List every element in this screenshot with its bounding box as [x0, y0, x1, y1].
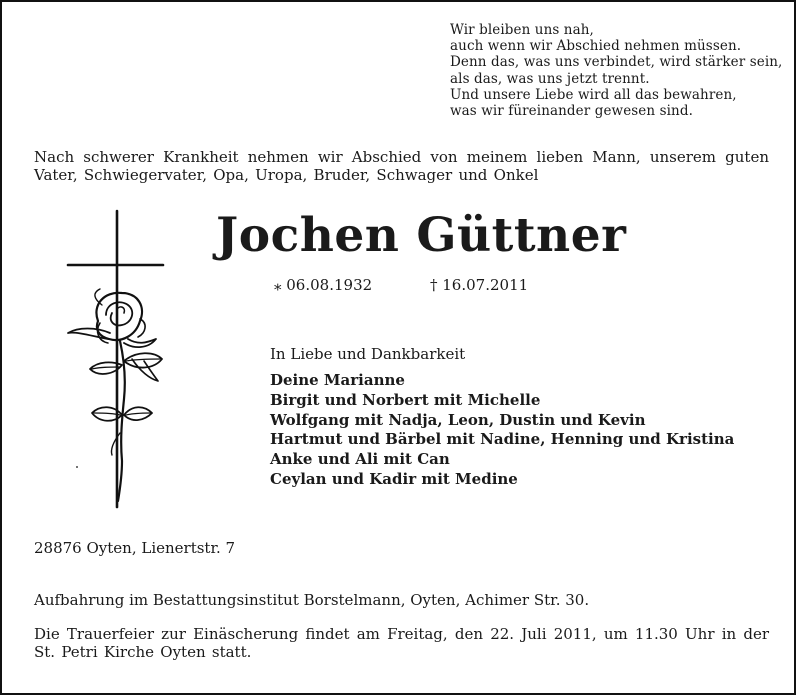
- poem-line: als das, was uns jetzt trennt.: [450, 70, 650, 87]
- poem-line: auch wenn wir Abschied nehmen müssen.: [450, 38, 742, 55]
- birth-date: ⁎ 06.08.1932: [274, 276, 373, 294]
- thanks-line: In Liebe und Dankbarkeit: [270, 345, 466, 363]
- lying-in-state-info: Aufbahrung im Bestattungsinstitut Borstelmann, Oyten, Achimer Str. 30.: [34, 591, 590, 609]
- intro-text: Nach schwerer Krankheit nehmen wir Abschied von meinem lieben Mann, unserem guten Vater, Schwiegervater, Opa, Uropa, Bruder, Schwager und Onkel: [34, 148, 769, 184]
- mourner-line: Birgit und Norbert mit Michelle: [270, 390, 541, 409]
- mourner-line: Deine Marianne: [270, 371, 405, 389]
- death-date: † 16.07.2011: [430, 276, 529, 294]
- poem-line: Denn das, was uns verbindet, wird stärker sein,: [450, 54, 783, 71]
- mourner-line: Anke und Ali mit Can: [270, 450, 450, 469]
- mourners-list: [270, 371, 734, 490]
- mourner-line: Ceylan und Kadir mit Medine: [270, 469, 518, 488]
- mourner-line: Wolfgang mit Nadja, Leon, Dustin und Kevin: [270, 410, 646, 429]
- poem-line: Wir bleiben uns nah,: [450, 22, 594, 38]
- cross-rose-icon: [62, 209, 182, 513]
- poem: [450, 22, 782, 119]
- funeral-info: Die Trauerfeier zur Einäscherung findet am Freitag, den 22. Juli 2011, um 11.30 Uhr in der St. Petri Kirche Oyten statt.: [34, 625, 769, 661]
- poem-line: was wir füreinander gewesen sind.: [450, 103, 693, 120]
- mourner-line: Hartmut und Bärbel mit Nadine, Henning und Kristina: [270, 430, 735, 449]
- poem-line: Und unsere Liebe wird all das bewahren,: [450, 86, 737, 103]
- address: 28876 Oyten, Lienertstr. 7: [34, 539, 236, 557]
- deceased-name: Jochen Güttner: [216, 208, 627, 263]
